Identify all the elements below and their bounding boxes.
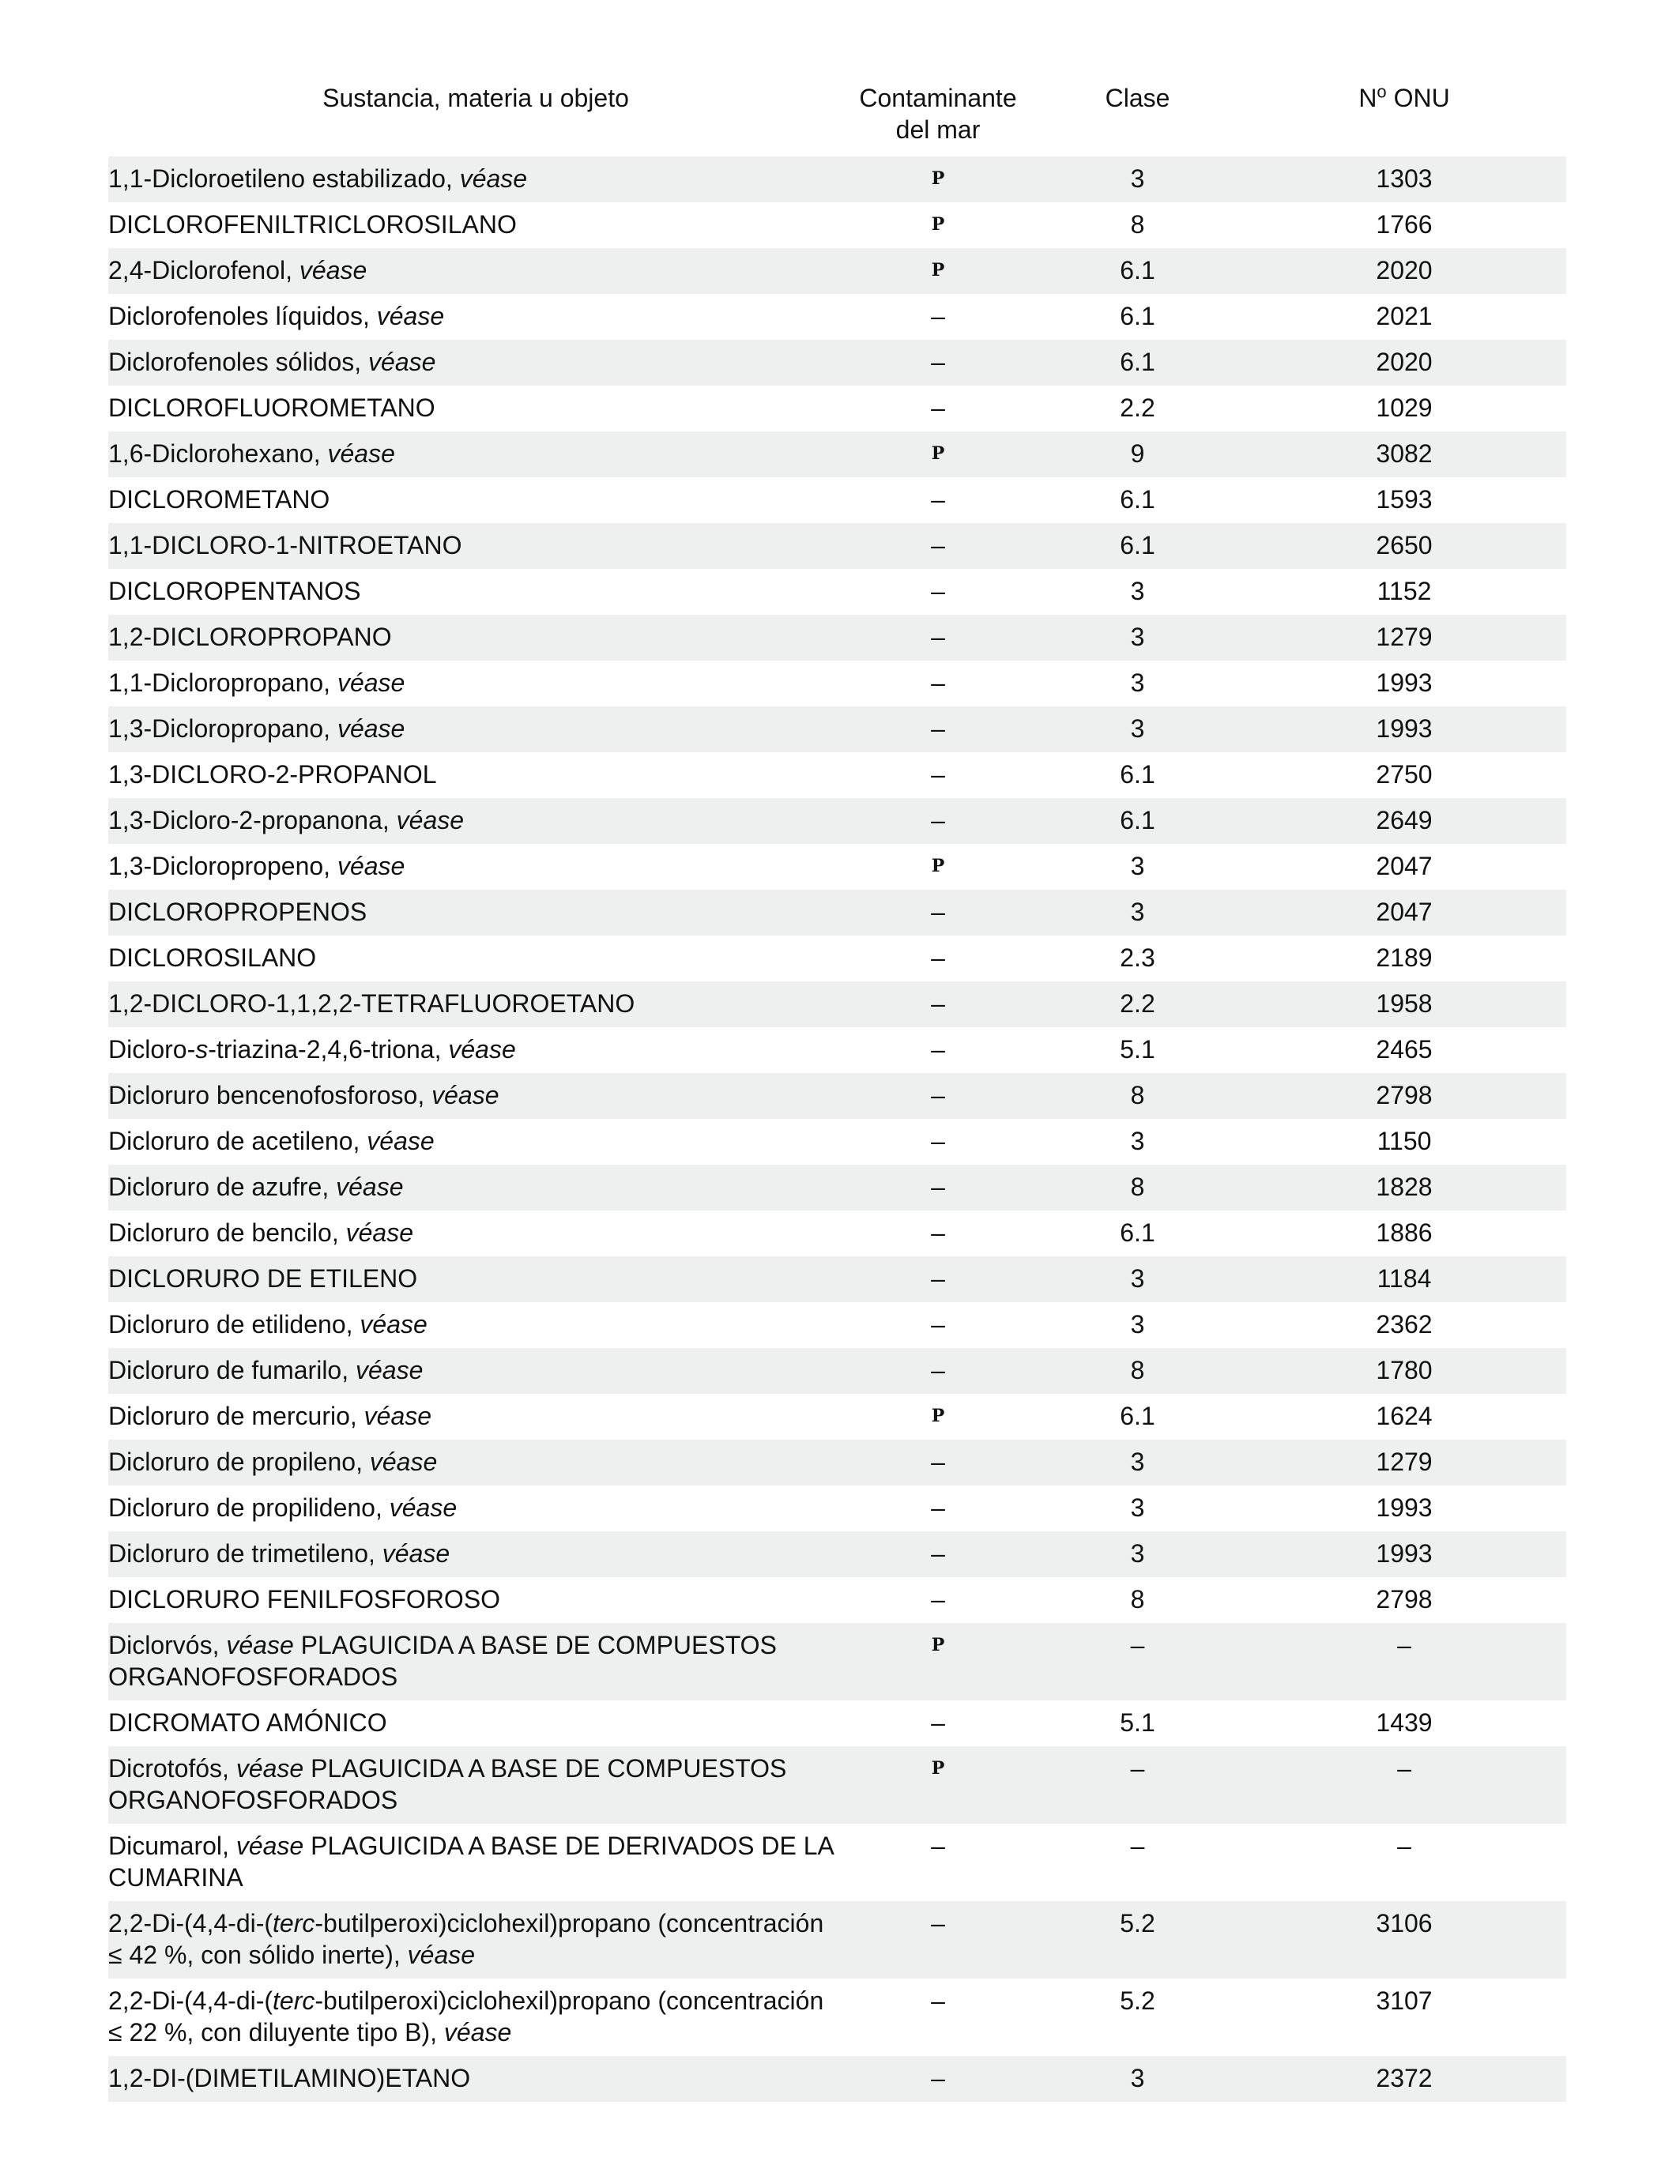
substance-text-segment: Dicloruro de azufre, bbox=[108, 1173, 337, 1201]
cell-class: 3 bbox=[1130, 1493, 1145, 1522]
substance-text-segment: DICLOROPROPENOS bbox=[108, 898, 367, 926]
cell-un-number: 3106 bbox=[1242, 1901, 1566, 1979]
substance-text-segment: véase bbox=[345, 1218, 413, 1247]
cell-un-number: 1303 bbox=[1242, 156, 1566, 202]
table-row bbox=[108, 1440, 1566, 1485]
substance-text-segment: véase bbox=[235, 1754, 304, 1783]
cell-un-number: 1993 bbox=[1242, 1531, 1566, 1577]
table-row bbox=[108, 523, 1566, 569]
table-row bbox=[108, 294, 1566, 340]
substance-text-segment: -butilperoxi)ciclohexil)propano (concentración ≤ 42 %, con sólido inerte), bbox=[108, 1909, 824, 1969]
table-row bbox=[108, 1577, 1566, 1623]
cell-class: 8 bbox=[1130, 210, 1145, 239]
cell-substance bbox=[108, 1901, 843, 1979]
cell-un-number: 1150 bbox=[1377, 1127, 1432, 1155]
cell-substance bbox=[108, 2056, 843, 2102]
substance-text-segment: Dicumarol, bbox=[108, 1832, 236, 1860]
cell-substance bbox=[108, 1256, 843, 1302]
cell-class: 3 bbox=[1130, 1310, 1145, 1339]
cell-class: 5.2 bbox=[1120, 1986, 1155, 2015]
cell-substance bbox=[108, 569, 843, 615]
cell-marine-pollutant: – bbox=[931, 485, 945, 514]
substance-text-segment: véase bbox=[235, 1832, 304, 1860]
substance-text-segment: 1,1-DICLORO-1-NITROETANO bbox=[108, 531, 462, 559]
cell-un-number: 2189 bbox=[1376, 943, 1433, 972]
cell-marine-pollutant: – bbox=[931, 393, 945, 422]
cell-un-number: – bbox=[1397, 1832, 1411, 1860]
substance-text-segment: 2,2-Di-(4,4-di-( bbox=[108, 1909, 273, 1937]
cell-substance bbox=[108, 1165, 843, 1211]
substance-table bbox=[108, 82, 1566, 2102]
cell-substance bbox=[108, 248, 843, 294]
substance-text-segment: terc bbox=[273, 1986, 315, 2015]
substance-text-segment: Diclorofenoles líquidos, bbox=[108, 302, 377, 330]
substance-text-segment: Dicloruro de acetileno, bbox=[108, 1127, 367, 1155]
table-row bbox=[108, 1531, 1566, 1577]
cell-class: 6.1 bbox=[1120, 1402, 1155, 1430]
cell-marine-pollutant: – bbox=[843, 340, 1033, 386]
substance-text-segment: véase bbox=[337, 714, 405, 743]
cell-un-number: 1886 bbox=[1376, 1218, 1433, 1247]
cell-un-number: 2750 bbox=[1376, 760, 1433, 789]
substance-text-segment: DICLORURO FENILFOSFOROSO bbox=[108, 1585, 501, 1614]
cell-substance bbox=[108, 1211, 843, 1256]
table-row bbox=[108, 1979, 1566, 2056]
cell-un-number: 2021 bbox=[1376, 302, 1433, 330]
cell-substance bbox=[108, 890, 843, 936]
cell-substance bbox=[108, 1119, 843, 1165]
cell-class: 8 bbox=[1033, 1348, 1242, 1394]
header-un-number bbox=[1242, 82, 1566, 156]
substance-text-segment: PLAGUICIDA A BASE DE COMPUESTOS ORGANOFOSFORADOS bbox=[108, 1631, 777, 1691]
cell-class: 3 bbox=[1033, 156, 1242, 202]
table-row bbox=[108, 569, 1566, 615]
header-substance bbox=[108, 82, 843, 156]
cell-un-number: 2649 bbox=[1242, 798, 1566, 844]
table-row bbox=[108, 1700, 1566, 1746]
cell-un-number: 2798 bbox=[1376, 1585, 1433, 1614]
cell-marine-pollutant: – bbox=[931, 943, 945, 972]
substance-text-segment: Dicloruro bencenofosforoso, bbox=[108, 1081, 432, 1109]
cell-marine-pollutant: – bbox=[931, 1035, 945, 1064]
table-row bbox=[108, 615, 1566, 661]
cell-substance bbox=[108, 477, 843, 523]
cell-marine-pollutant: – bbox=[931, 577, 945, 605]
cell-class: – bbox=[1130, 1832, 1145, 1860]
table-row bbox=[108, 431, 1566, 477]
cell-marine-pollutant: – bbox=[843, 798, 1033, 844]
table-row bbox=[108, 1165, 1566, 1211]
table-row bbox=[108, 386, 1566, 431]
substance-text-segment: Dicloruro de propilideno, bbox=[108, 1493, 390, 1522]
cell-un-number: 1184 bbox=[1242, 1256, 1566, 1302]
cell-marine-pollutant: – bbox=[843, 981, 1033, 1027]
substance-text-segment: DICLOROPENTANOS bbox=[108, 577, 361, 605]
cell-un-number: 1828 bbox=[1242, 1165, 1566, 1211]
header-class bbox=[1033, 82, 1242, 156]
cell-class: 6.1 bbox=[1120, 302, 1155, 330]
substance-text-segment: DICROMATO AMÓNICO bbox=[108, 1708, 387, 1737]
cell-class: 5.2 bbox=[1033, 1901, 1242, 1979]
cell-substance bbox=[108, 1394, 843, 1440]
table-row bbox=[108, 1348, 1566, 1394]
substance-text-segment: véase bbox=[369, 1448, 438, 1476]
cell-substance bbox=[108, 661, 843, 706]
cell-marine-pollutant: – bbox=[843, 1165, 1033, 1211]
substance-text-segment: véase bbox=[368, 348, 436, 376]
cell-un-number: 1624 bbox=[1376, 1402, 1433, 1430]
cell-un-number: 1993 bbox=[1376, 668, 1433, 697]
cell-substance bbox=[108, 1302, 843, 1348]
substance-text-segment: 1,3-Dicloropropeno, bbox=[108, 852, 337, 880]
table-header-row bbox=[108, 82, 1566, 156]
cell-marine-pollutant: – bbox=[931, 1832, 945, 1860]
cell-class: 8 bbox=[1033, 1165, 1242, 1211]
table-row bbox=[108, 706, 1566, 752]
substance-text-segment: Dicloruro de trimetileno, bbox=[108, 1539, 382, 1568]
cell-substance bbox=[108, 844, 843, 890]
cell-class: 3 bbox=[1130, 577, 1145, 605]
table-row bbox=[108, 1824, 1566, 1901]
substance-text-segment: 2,4-Diclorofenol, bbox=[108, 256, 299, 284]
cell-class: 9 bbox=[1033, 431, 1242, 477]
cell-substance bbox=[108, 340, 843, 386]
marine-pollutant-mark: P bbox=[931, 214, 945, 235]
cell-marine-pollutant: – bbox=[843, 1256, 1033, 1302]
cell-substance bbox=[108, 523, 843, 569]
marine-pollutant-mark: P bbox=[843, 1746, 1033, 1824]
substance-text-segment: véase bbox=[337, 668, 405, 697]
cell-un-number: 2372 bbox=[1242, 2056, 1566, 2102]
cell-class: 6.1 bbox=[1120, 485, 1155, 514]
cell-substance bbox=[108, 1623, 843, 1700]
substance-text-segment: véase bbox=[327, 439, 395, 468]
substance-text-segment: 1,1-Dicloropropano, bbox=[108, 668, 337, 697]
cell-substance bbox=[108, 1979, 843, 2056]
substance-text-segment: s bbox=[195, 1035, 209, 1064]
table-row bbox=[108, 1027, 1566, 1073]
cell-class: 5.1 bbox=[1120, 1035, 1155, 1064]
cell-marine-pollutant: – bbox=[843, 2056, 1033, 2102]
header-class-label: Clase bbox=[1105, 84, 1170, 112]
cell-class: 6.1 bbox=[1033, 798, 1242, 844]
cell-class: 2.3 bbox=[1120, 943, 1155, 972]
cell-substance bbox=[108, 202, 843, 248]
substance-text-segment: 1,2-DICLOROPROPANO bbox=[108, 623, 392, 651]
cell-class: 6.1 bbox=[1120, 760, 1155, 789]
cell-class: 3 bbox=[1130, 1127, 1145, 1155]
substance-text-segment: 1,1-Dicloroetileno estabilizado, bbox=[108, 164, 460, 193]
cell-class: 5.1 bbox=[1120, 1708, 1155, 1737]
cell-un-number: 3107 bbox=[1376, 1986, 1433, 2015]
substance-text-segment: Diclorofenoles sólidos, bbox=[108, 348, 369, 376]
substance-text-segment: 2,2-Di-(4,4-di-( bbox=[108, 1986, 273, 2015]
header-marine-pollutant-line2: del mar bbox=[895, 115, 981, 144]
cell-un-number: 3082 bbox=[1242, 431, 1566, 477]
cell-un-number: – bbox=[1242, 1746, 1566, 1824]
cell-class: 2.2 bbox=[1033, 981, 1242, 1027]
substance-text-segment: -triazina-2,4,6-triona, bbox=[208, 1035, 449, 1064]
table-row bbox=[108, 798, 1566, 844]
cell-marine-pollutant: – bbox=[843, 1531, 1033, 1577]
substance-text-segment: véase bbox=[360, 1310, 428, 1339]
marine-pollutant-mark: P bbox=[843, 248, 1033, 294]
table-row bbox=[108, 1256, 1566, 1302]
marine-pollutant-mark: P bbox=[843, 156, 1033, 202]
substance-text-segment: Dicloruro de fumarilo, bbox=[108, 1356, 356, 1384]
cell-class: – bbox=[1033, 1623, 1242, 1700]
cell-substance bbox=[108, 294, 843, 340]
marine-pollutant-mark: P bbox=[931, 1406, 945, 1426]
cell-class: 3 bbox=[1033, 706, 1242, 752]
substance-text-segment: véase bbox=[337, 852, 405, 880]
substance-text-segment: terc bbox=[273, 1909, 315, 1937]
cell-un-number: 2798 bbox=[1242, 1073, 1566, 1119]
cell-substance bbox=[108, 431, 843, 477]
table-row bbox=[108, 1623, 1566, 1700]
marine-pollutant-mark: P bbox=[843, 431, 1033, 477]
substance-text-segment: DICLOROFLUOROMETANO bbox=[108, 393, 435, 422]
cell-un-number: 2362 bbox=[1376, 1310, 1433, 1339]
substance-text-segment: DICLOROMETANO bbox=[108, 485, 330, 514]
header-marine-pollutant-line1: Contaminante bbox=[859, 84, 1017, 112]
substance-text-segment: Dicloruro de propileno, bbox=[108, 1448, 370, 1476]
table-row bbox=[108, 890, 1566, 936]
table-row bbox=[108, 1073, 1566, 1119]
cell-substance bbox=[108, 706, 843, 752]
cell-class: 6.1 bbox=[1033, 523, 1242, 569]
substance-text-segment: 1,2-DICLORO-1,1,2,2-TETRAFLUOROETANO bbox=[108, 989, 635, 1018]
cell-substance bbox=[108, 1027, 843, 1073]
substance-text-segment: véase bbox=[336, 1173, 404, 1201]
cell-class: 8 bbox=[1033, 1073, 1242, 1119]
cell-un-number: 1593 bbox=[1376, 485, 1433, 514]
cell-marine-pollutant: – bbox=[931, 1310, 945, 1339]
substance-text-segment: véase bbox=[448, 1035, 516, 1064]
substance-text-segment: DICLOROFENILTRICLOROSILANO bbox=[108, 210, 517, 239]
cell-class: 6.1 bbox=[1120, 1218, 1155, 1247]
substance-text-segment: véase bbox=[356, 1356, 424, 1384]
substance-text-segment: véase bbox=[299, 256, 367, 284]
cell-un-number: 2020 bbox=[1242, 248, 1566, 294]
cell-class: 3 bbox=[1033, 615, 1242, 661]
cell-substance bbox=[108, 1700, 843, 1746]
table-body bbox=[108, 156, 1566, 2102]
cell-un-number: 1029 bbox=[1376, 393, 1433, 422]
table-row bbox=[108, 1119, 1566, 1165]
cell-substance bbox=[108, 386, 843, 431]
substance-text-segment: Dicloro- bbox=[108, 1035, 196, 1064]
cell-substance bbox=[108, 752, 843, 798]
substance-text-segment: Dicloruro de etilideno, bbox=[108, 1310, 360, 1339]
cell-substance bbox=[108, 1485, 843, 1531]
cell-un-number: 1152 bbox=[1377, 577, 1432, 605]
cell-class: 3 bbox=[1033, 2056, 1242, 2102]
table-row bbox=[108, 661, 1566, 706]
cell-un-number: 2020 bbox=[1242, 340, 1566, 386]
substance-text-segment: Dicloruro de bencilo, bbox=[108, 1218, 346, 1247]
cell-marine-pollutant: – bbox=[843, 523, 1033, 569]
substance-text-segment: 1,2-DI-(DIMETILAMINO)ETANO bbox=[108, 2064, 471, 2092]
cell-class: 2.2 bbox=[1120, 393, 1155, 422]
table-row bbox=[108, 2056, 1566, 2102]
marine-pollutant-mark: P bbox=[931, 856, 945, 876]
header-un-suffix: ONU bbox=[1386, 84, 1450, 112]
cell-class: 3 bbox=[1033, 890, 1242, 936]
cell-marine-pollutant: – bbox=[843, 890, 1033, 936]
substance-text-segment: 1,3-Dicloro-2-propanona, bbox=[108, 806, 397, 834]
cell-class: 3 bbox=[1033, 1440, 1242, 1485]
substance-text-segment: véase bbox=[407, 1941, 476, 1969]
cell-substance bbox=[108, 615, 843, 661]
header-substance-label: Sustancia, materia u objeto bbox=[322, 84, 629, 112]
table-row bbox=[108, 202, 1566, 248]
cell-substance bbox=[108, 798, 843, 844]
marine-pollutant-mark: P bbox=[843, 1623, 1033, 1700]
cell-class: 3 bbox=[1033, 1531, 1242, 1577]
cell-substance bbox=[108, 1824, 843, 1901]
table-row bbox=[108, 156, 1566, 202]
cell-un-number: 2465 bbox=[1376, 1035, 1433, 1064]
cell-un-number: 1993 bbox=[1376, 1493, 1433, 1522]
cell-class: 6.1 bbox=[1033, 340, 1242, 386]
cell-marine-pollutant: – bbox=[931, 1708, 945, 1737]
substance-text-segment: DICLORURO DE ETILENO bbox=[108, 1264, 418, 1293]
cell-marine-pollutant: – bbox=[843, 706, 1033, 752]
cell-marine-pollutant: – bbox=[843, 1073, 1033, 1119]
substance-text-segment: 1,6-Diclorohexano, bbox=[108, 439, 328, 468]
cell-marine-pollutant: – bbox=[931, 668, 945, 697]
substance-text-segment: véase bbox=[226, 1631, 294, 1659]
cell-marine-pollutant: – bbox=[931, 1127, 945, 1155]
table-row bbox=[108, 844, 1566, 890]
table-row bbox=[108, 1302, 1566, 1348]
table-row bbox=[108, 1211, 1566, 1256]
table-row bbox=[108, 340, 1566, 386]
table-row bbox=[108, 248, 1566, 294]
cell-un-number: 1766 bbox=[1376, 210, 1433, 239]
cell-marine-pollutant: – bbox=[843, 1901, 1033, 1979]
cell-class: 3 bbox=[1130, 852, 1145, 880]
substance-text-segment: PLAGUICIDA A BASE DE COMPUESTOS ORGANOFOSFORADOS bbox=[108, 1754, 787, 1814]
cell-marine-pollutant: – bbox=[931, 302, 945, 330]
cell-un-number: 1279 bbox=[1242, 615, 1566, 661]
cell-marine-pollutant: – bbox=[931, 1218, 945, 1247]
substance-text-segment: -butilperoxi)ciclohexil)propano (concentración ≤ 22 %, con diluyente tipo B), bbox=[108, 1986, 824, 2047]
substance-text-segment: véase bbox=[363, 1402, 432, 1430]
substance-text-segment: véase bbox=[396, 806, 465, 834]
header-marine-pollutant bbox=[843, 82, 1033, 156]
table-row bbox=[108, 1485, 1566, 1531]
header-un-prefix: N bbox=[1358, 84, 1377, 112]
substance-text-segment: véase bbox=[459, 164, 528, 193]
cell-marine-pollutant: – bbox=[931, 1493, 945, 1522]
cell-class: 8 bbox=[1130, 1585, 1145, 1614]
substance-text-segment: véase bbox=[367, 1127, 435, 1155]
substance-text-segment: véase bbox=[382, 1539, 450, 1568]
substance-text-segment: 1,3-Dicloropropano, bbox=[108, 714, 337, 743]
cell-class: – bbox=[1033, 1746, 1242, 1824]
table-row bbox=[108, 477, 1566, 523]
table-row bbox=[108, 981, 1566, 1027]
cell-substance bbox=[108, 1577, 843, 1623]
cell-marine-pollutant: – bbox=[931, 1585, 945, 1614]
cell-marine-pollutant: – bbox=[931, 760, 945, 789]
table-row bbox=[108, 1901, 1566, 1979]
substance-text-segment: véase bbox=[376, 302, 445, 330]
substance-text-segment: Diclorvós, bbox=[108, 1631, 227, 1659]
cell-substance bbox=[108, 981, 843, 1027]
table-row bbox=[108, 1746, 1566, 1824]
cell-substance bbox=[108, 1531, 843, 1577]
cell-substance bbox=[108, 1440, 843, 1485]
table-row bbox=[108, 936, 1566, 981]
dangerous-goods-index-page bbox=[108, 82, 1566, 2102]
cell-marine-pollutant: – bbox=[843, 615, 1033, 661]
substance-text-segment: 1,3-DICLORO-2-PROPANOL bbox=[108, 760, 437, 789]
table-row bbox=[108, 752, 1566, 798]
header-un-sup: o bbox=[1377, 81, 1387, 102]
cell-un-number: – bbox=[1242, 1623, 1566, 1700]
substance-text-segment: PLAGUICIDA A BASE DE DERIVADOS DE LA CUMARINA bbox=[108, 1832, 834, 1892]
cell-substance bbox=[108, 1746, 843, 1824]
cell-un-number: 1958 bbox=[1242, 981, 1566, 1027]
cell-un-number: 2047 bbox=[1242, 890, 1566, 936]
substance-text-segment: Dicrotofós, bbox=[108, 1754, 236, 1783]
cell-marine-pollutant: – bbox=[931, 1986, 945, 2015]
cell-un-number: 1993 bbox=[1242, 706, 1566, 752]
substance-text-segment: véase bbox=[389, 1493, 458, 1522]
cell-substance bbox=[108, 156, 843, 202]
cell-un-number: 1279 bbox=[1242, 1440, 1566, 1485]
substance-text-segment: DICLOROSILANO bbox=[108, 943, 317, 972]
table-row bbox=[108, 1394, 1566, 1440]
cell-marine-pollutant: – bbox=[843, 1348, 1033, 1394]
cell-marine-pollutant: – bbox=[843, 1440, 1033, 1485]
cell-un-number: 2047 bbox=[1376, 852, 1433, 880]
cell-class: 3 bbox=[1033, 1256, 1242, 1302]
cell-substance bbox=[108, 936, 843, 981]
substance-text-segment: véase bbox=[443, 2018, 512, 2047]
substance-text-segment: véase bbox=[431, 1081, 499, 1109]
cell-un-number: 1780 bbox=[1242, 1348, 1566, 1394]
cell-un-number: 2650 bbox=[1242, 523, 1566, 569]
cell-class: 6.1 bbox=[1033, 248, 1242, 294]
cell-un-number: 1439 bbox=[1376, 1708, 1433, 1737]
cell-substance bbox=[108, 1073, 843, 1119]
cell-substance bbox=[108, 1348, 843, 1394]
substance-text-segment: Dicloruro de mercurio, bbox=[108, 1402, 364, 1430]
cell-class: 3 bbox=[1130, 668, 1145, 697]
